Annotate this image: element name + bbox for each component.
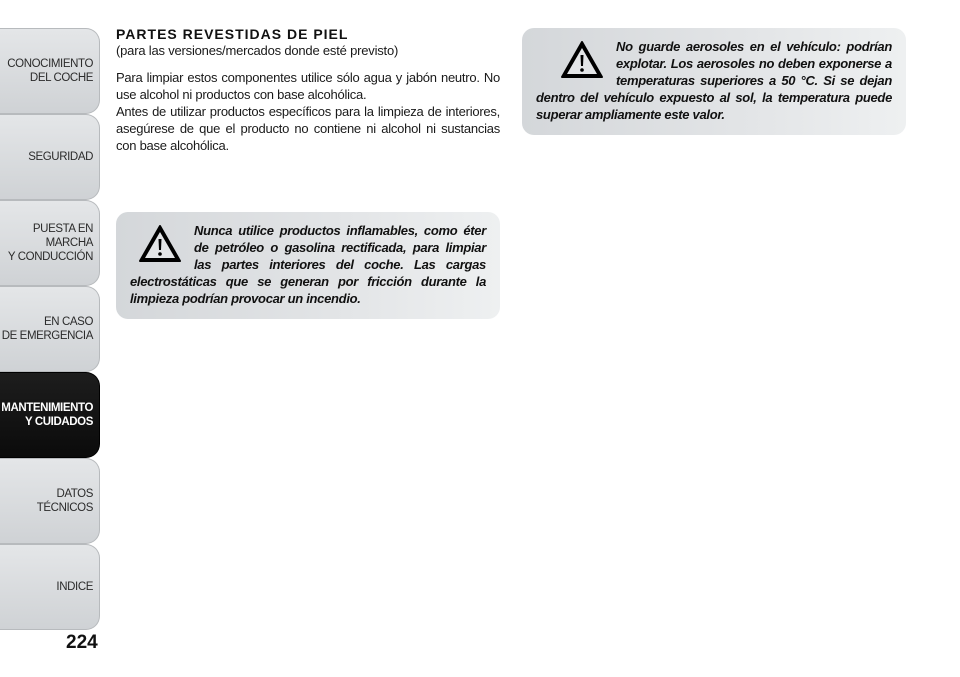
tab-conocimiento-del-coche[interactable]: CONOCIMIENTO DEL COCHE [0, 28, 100, 114]
tab-datos-tecnicos[interactable]: DATOS TÉCNICOS [0, 458, 100, 544]
section-title: PARTES REVESTIDAS DE PIEL [116, 26, 349, 42]
page-number: 224 [66, 632, 98, 653]
tab-puesta-en-marcha[interactable]: PUESTA EN MARCHA Y CONDUCCIÓN [0, 200, 100, 286]
tab-en-caso-de-emergencia[interactable]: EN CASO DE EMERGENCIA [0, 286, 100, 372]
tab-mantenimiento-y-cuidados[interactable]: MANTENIMIENTO Y CUIDADOS [0, 372, 100, 458]
warning-triangle-icon [560, 40, 604, 80]
warning-text: Nunca utilice productos inflamables, como éter de petróleo o gasolina rectificada, para limpiar las partes interiores del coche. Las cargas electrostáticas que se generan por fricción durante la limpieza podrían provocar un incendio. [130, 223, 486, 306]
warning-box-aerosols [522, 28, 906, 135]
body-paragraph: Antes de utilizar productos específicos para la limpieza de interiores, asegúrese de que el producto no contiene ni alcohol ni sustancias con base alcohólica. [116, 104, 500, 153]
warning-box-flammable [116, 212, 500, 319]
warning-triangle-icon [138, 224, 182, 264]
section-subtitle: (para las versiones/mercados donde esté previsto) [116, 43, 399, 58]
tab-indice[interactable]: INDICE [0, 544, 100, 630]
warning-text: No guarde aerosoles en el vehículo: podrían explotar. Los aerosoles no deben exponerse a temperaturas superiores a 50 °C. Si se dejan dentro del vehículo expuesto al sol, la temperatura puede superar ampliamente este valor. [536, 39, 892, 122]
body-paragraph: Para limpiar estos componentes utilice sólo agua y jabón neutro. No use alcohol ni productos con base alcohólica. [116, 70, 500, 102]
leather-parts-section [116, 26, 500, 154]
tab-seguridad[interactable]: SEGURIDAD [0, 114, 100, 200]
